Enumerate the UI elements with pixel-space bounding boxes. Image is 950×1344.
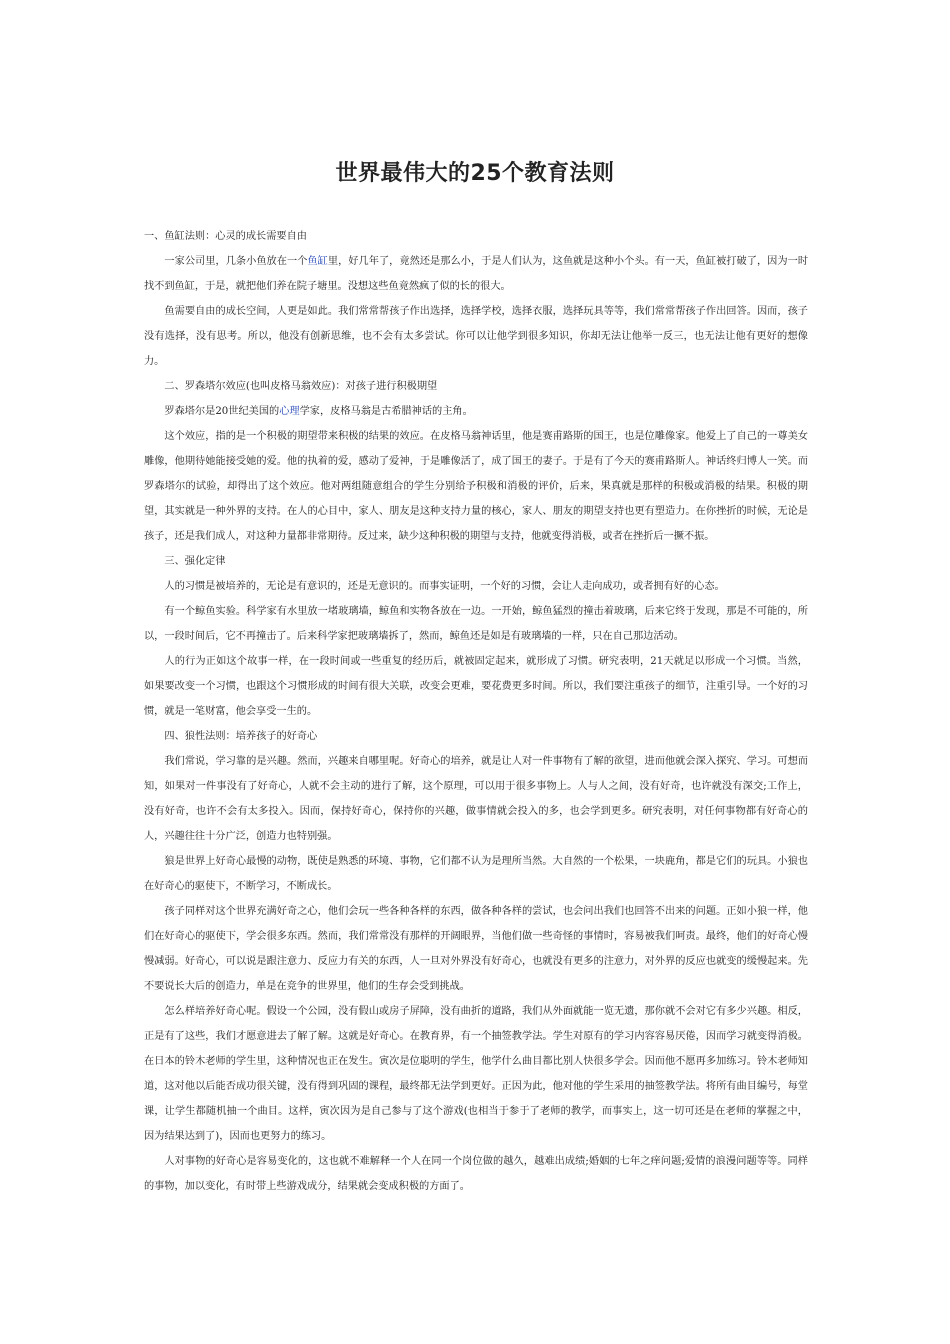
paragraph bbox=[144, 399, 808, 424]
psychology-link[interactable]: 心理 bbox=[279, 406, 300, 417]
paragraph-text: 罗森塔尔是20世纪美国的 bbox=[164, 406, 280, 417]
paragraph-text: 一家公司里，几条小鱼放在一个 bbox=[164, 256, 308, 267]
paragraph-text: 里，好几年了，竟然还是那么小，于是人们认为，这鱼就是这种小个头。有一天，鱼缸被打破了，因为一时找不到鱼缸，于是，就把他们养在院子塘里。没想这些鱼竟然疯了似的长的很大。 bbox=[144, 256, 809, 292]
section-heading: 三、强化定律 bbox=[164, 556, 226, 567]
paragraph: 人的习惯是被培养的，无论是有意识的，还是无意识的。而事实证明，一个好的习惯，会让人走向成功，或者拥有好的心态。 bbox=[164, 581, 725, 592]
section-heading: 二、罗森塔尔效应(也叫皮格马翁效应)：对孩子进行积极期望 bbox=[164, 381, 438, 392]
paragraph: 鱼需要自由的成长空间，人更是如此。我们常常帮孩子作出选择，选择学校，选择衣服，选择玩具等等，我们常常帮孩子作出回答。因而，孩子没有选择，没有思考。所以，他没有创新思维，也不会有太多尝试。你可以让他学到很多知识，你却无法让他举一反三，也无法让他有更好的想像力。 bbox=[144, 306, 808, 367]
paragraph: 有一个鲸鱼实验。科学家有水里放一堵玻璃墙，鲸鱼和实物各放在一边。一开始，鲸鱼猛烈的撞击着玻璃，后来它终于发现，那是不可能的，所以，一段时间后，它不再撞击了。后来科学家把玻璃墙拆了，然而，鲸鱼还是如是有玻璃墙的一样，只在自己那边活动。 bbox=[144, 606, 808, 642]
paragraph: 我们常说，学习靠的是兴趣。然而，兴趣来自哪里呢。好奇心的培养，就是让人对一件事物有了解的欲望，进而他就会深入探究、学习。可想而知，如果对一件事没有了好奇心，人就不会主动的进行了解，这个原理，可以用于很多事物上。人与人之间，没有好奇，也许就没有深交;工作上，没有好奇，也许不会有太多投入。因而，保持好奇心，保持你的兴趣，做事情就会投入的多，也会学到更多。研究表明，对任何事物都有好奇心的人，兴趣往往十分广泛，创造力也特别强。 bbox=[144, 756, 808, 842]
document-body bbox=[144, 224, 808, 1199]
paragraph: 人对事物的好奇心是容易变化的，这也就不难解释一个人在同一个岗位做的越久，越难出成绩;婚姻的七年之痒问题;爱情的浪漫问题等等。同样的事物，加以变化，有时带上些游戏成分，结果就会变成积极的方面了。 bbox=[144, 1156, 808, 1192]
paragraph: 狼是世界上好奇心最慢的动物，既使是熟悉的环境、事物，它们都不认为是理所当然。大自然的一个松果，一块鹿角，都是它们的玩具。小狼也在好奇心的驱使下，不断学习，不断成长。 bbox=[144, 856, 808, 892]
paragraph: 孩子同样对这个世界充满好奇之心，他们会玩一些各种各样的东西，做各种各样的尝试，也会问出我们也回答不出来的问题。正如小狼一样，他们在好奇心的驱使下，学会很多东西。然而，我们常常没有那样的开阔眼界，当他们做一些奇怪的事情时，容易被我们呵责。最终，他们的好奇心慢慢减弱。好奇心，可以说是跟注意力、反应力有关的东西，人一旦对外界没有好奇心，也就没有更多的注意力，对外界的反应也就变的缓慢起来。先不要说长大后的创造力，单是在竞争的世界里，他们的生存会受到挑战。 bbox=[144, 906, 808, 992]
paragraph: 这个效应，指的是一个积极的期望带来积极的结果的效应。在皮格马翁神话里，他是赛甫路斯的国王，也是位雕像家。他爱上了自己的一尊美女雕像，他期待她能接受她的爱。他的执着的爱，感动了爱神，于是雕像活了，成了国王的妻子。于是有了今天的赛甫路斯人。神话终归博人一笑。而罗森塔尔的试验，却得出了这个效应。他对两组随意组合的学生分别给予积极和消极的评价，后来，果真就是那样的积极或消极的结果。积极的期望，其实就是一种外界的支持。在人的心目中，家人、朋友是这种支持力量的核心，家人、朋友的期望支持也更有塑造力。在你挫折的时候，无论是孩子，还是我们成人，对这种力量都非常期待。反过来，缺少这种积极的期望与支持，他就变得消极，或者在挫折后一撅不振。 bbox=[144, 431, 808, 542]
paragraph-text: 学家，皮格马翁是古希腊神话的主角。 bbox=[299, 406, 473, 417]
document-title: 世界最伟大的25个教育法则 bbox=[335, 161, 615, 186]
paragraph: 怎么样培养好奇心呢。假设一个公园，没有假山或房子屏障，没有曲折的道路，我们从外面就能一览无遗，那你就不会对它有多少兴趣。相反，正是有了这些，我们才愿意进去了解了解。这就是好奇心。在教育界，有一个抽签教学法。学生对原有的学习内容容易厌倦，因而学习就变得消极。在日本的铃木老师的学生里，这种情况也正在发生。寅次是位聪明的学生，他学什么曲目都比别人快很多学会。因而他不愿再多加练习。铃木老师知道，这对他以后能否成功很关键，没有得到巩固的课程，最终都无法学到更好。正因为此，他对他的学生采用的抽签教学法。将所有曲目编号，每堂课，让学生都随机抽一个曲目。这样，寅次因为是自己参与了这个游戏(也相当于参于了老师的教学，而事实上，这一切可还是在老师的掌握之中，因为结果达到了)，因而也更努力的练习。 bbox=[144, 1006, 808, 1142]
section-heading: 四、狼性法则：培养孩子的好奇心 bbox=[164, 731, 318, 742]
paragraph bbox=[144, 249, 808, 299]
fish-tank-link[interactable]: 鱼缸 bbox=[307, 256, 328, 267]
section-heading: 一、鱼缸法则：心灵的成长需要自由 bbox=[144, 231, 307, 242]
paragraph: 人的行为正如这个故事一样，在一段时间或一些重复的经历后，就被固定起来，就形成了习惯。研究表明，21天就足以形成一个习惯。当然，如果要改变一个习惯，也跟这个习惯形成的时间有很大关联，改变会更难，要花费更多时间。所以，我们要注重孩子的细节，注重引导。一个好的习惯，就是一笔财富，他会享受一生的。 bbox=[144, 656, 808, 717]
